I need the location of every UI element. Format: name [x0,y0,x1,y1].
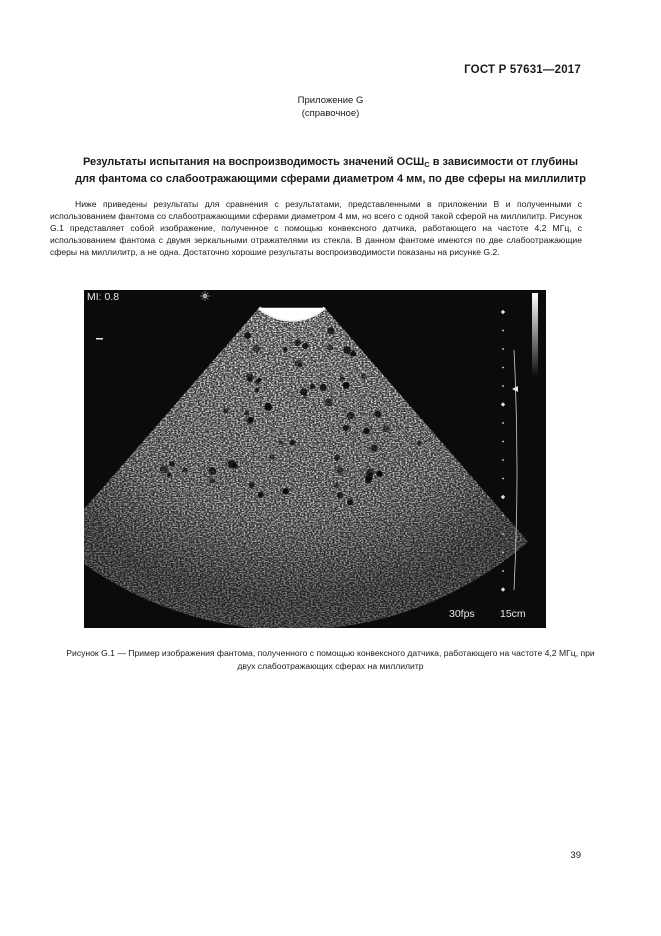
ultrasound-figure [84,290,546,628]
star-icon [200,291,210,301]
mi-label: MI: 0.8 [87,291,120,303]
document-code: ГОСТ Р 57631—2017 [464,64,581,76]
depth-marker [502,385,504,387]
depth-label: 15cm [500,608,526,620]
depth-marker [502,570,504,572]
title-subscript: С [424,160,430,169]
appendix-subtitle: (справочное) [301,108,360,119]
depth-marker [502,459,504,461]
ultrasound-image [84,290,546,628]
depth-marker [502,515,504,517]
appendix-heading [0,94,661,120]
body-paragraph: Ниже приведены результаты для сравнения с результатами, представленными в приложении B и полученными с использованием фантома со слабоотражающими сферами диаметром 4 мм, но всего с одной такой сферой на миллилитр. Рисунок G.1 представляет собой изображение, полученное с помощью конвексного датчика, работающего на частоте 4,2 МГц, с использованием фантома с двумя зеркальными отражателями из стекла. В данном фантоме имеются по две слабоотражающие сферы на миллилитр, а не одна. Достаточно хорошие результаты воспроизводимости показаны на рисунке G.2. [50,199,582,258]
depth-marker [502,330,504,332]
fps-label: 30fps [449,608,475,620]
page-number: 39 [570,850,581,861]
depth-marker [502,441,504,443]
depth-marker [502,348,504,350]
depth-marker [502,422,504,424]
section-title-line1 [50,155,611,172]
appendix-title: Приложение G [297,95,364,106]
section-title [50,155,611,187]
depth-marker [502,533,504,535]
title-part-1: Результаты испытания на воспроизводимость значений ОСШ [82,156,425,168]
orientation-mark [96,338,103,340]
depth-marker [502,367,504,369]
grayscale-bar [532,293,538,375]
figure-caption: Рисунок G.1 — Пример изображения фантома, полученного с помощью конвексного датчика, работающего на частоте 4,2 МГц, при двух слабоотражающих сферах на миллилитр [66,648,595,671]
title-part-2: в зависимости от глубины [429,156,579,168]
depth-marker [502,552,504,554]
section-title-line2: для фантома со слабоотражающими сферами диаметром 4 мм, по две сферы на миллилитр [75,173,586,185]
depth-marker [502,478,504,480]
body-text [50,198,582,258]
